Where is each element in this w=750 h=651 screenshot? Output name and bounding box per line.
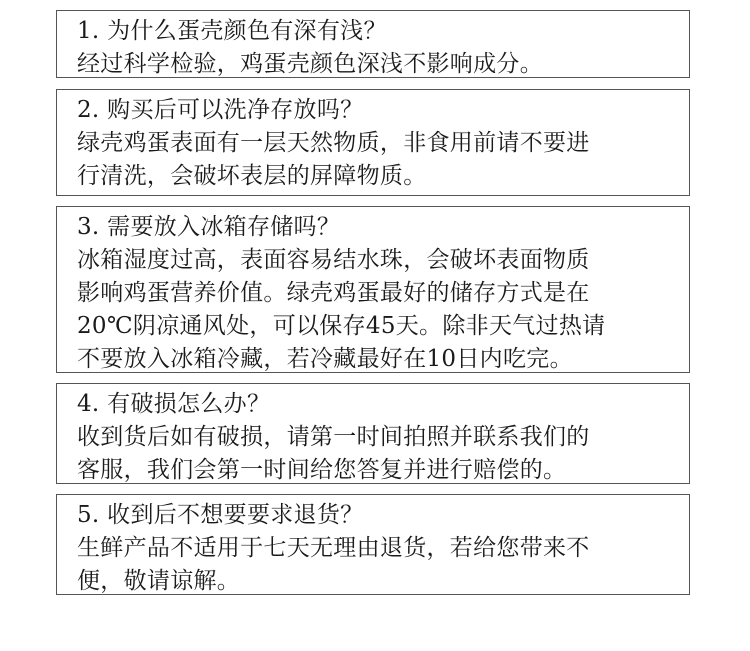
faq-question: 3. 需要放入冰箱存储吗？ xyxy=(77,214,341,240)
faq-question: 4. 有破损怎么办？ xyxy=(77,391,271,417)
faq-item-5 xyxy=(56,494,690,595)
faq-item-1 xyxy=(56,10,690,78)
faq-answer-line: 客服，我们会第一时间给您答复并进行赔偿的。 xyxy=(77,457,567,483)
faq-item-3 xyxy=(56,206,690,373)
faq-answer-line: 影响鸡蛋营养价值。绿壳鸡蛋最好的储存方式是在 xyxy=(77,280,590,306)
faq-answer-line: 绿壳鸡蛋表面有一层天然物质，非食用前请不要进 xyxy=(77,130,590,156)
faq-answer-line: 行清洗，会破坏表层的屏障物质。 xyxy=(77,163,427,189)
faq-answer-line: 冰箱湿度过高，表面容易结水珠，会破坏表面物质 xyxy=(77,247,590,273)
faq-item-2 xyxy=(56,89,690,196)
faq-answer-line: 生鲜产品不适用于七天无理由退货，若给您带来不 xyxy=(77,535,590,561)
faq-question: 1. 为什么蛋壳颜色有深有浅？ xyxy=(77,18,387,44)
faq-answer-line: 便，敬请谅解。 xyxy=(77,568,241,594)
faq-answer-line: 经过科学检验，鸡蛋壳颜色深浅不影响成分。 xyxy=(77,51,543,77)
faq-answer-line: 收到货后如有破损，请第一时间拍照并联系我们的 xyxy=(77,424,590,450)
faq-answer-line: 不要放入冰箱冷藏，若冷藏最好在10日内吃完。 xyxy=(77,346,573,372)
faq-item-4 xyxy=(56,383,690,484)
faq-question: 2. 购买后可以洗净存放吗？ xyxy=(77,97,364,123)
faq-question: 5. 收到后不想要要求退货？ xyxy=(77,502,364,528)
faq-answer-line: 20℃阴凉通风处，可以保存45天。除非天气过热请 xyxy=(77,313,606,339)
